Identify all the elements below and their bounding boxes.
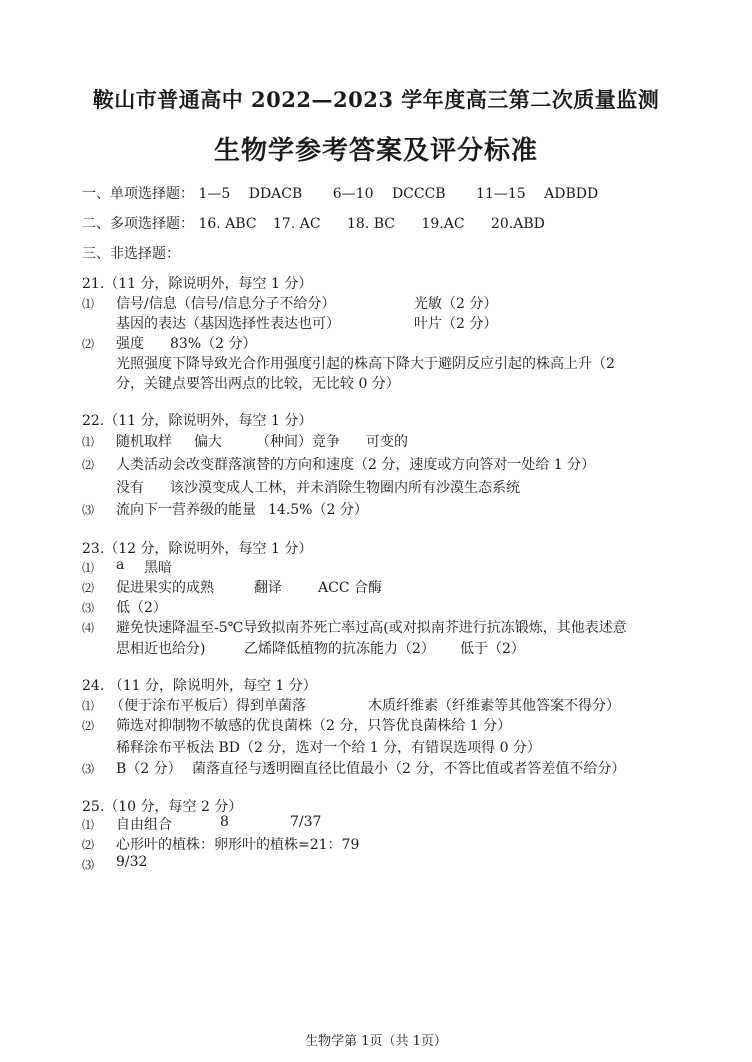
answer-text: 木质纤维素（纤维素等其他答案不得分） (368, 698, 620, 714)
answer-text: 低（2） (116, 600, 167, 616)
answer-text: 低于（2） (460, 641, 525, 657)
item-number: ⑴ (82, 435, 95, 449)
answer-text: 乙烯降低植物的抗冻能力（2） (244, 641, 435, 657)
item-number: ⑴ (82, 699, 95, 713)
range-label: 1—5 (198, 186, 231, 202)
question-21-header: 21.（11 分，除说明外，每空 1 分） (82, 276, 313, 292)
answer-text: 光敏（2 分） (414, 296, 498, 312)
answer-item: 19.AC (421, 216, 465, 232)
answer-text: 翻译 (254, 580, 282, 596)
question-24-header: 24. （11 分，除说明外，每空 1 分） (82, 678, 317, 694)
answer-text: 7/37 (290, 814, 322, 830)
exam-title: 鞍山市普通高中 2022—2023 学年度高三第二次质量监测 (92, 87, 660, 112)
answer-text: （便于涂布平板后）得到单菌落 (110, 698, 306, 714)
item-number: ⑴ (82, 818, 95, 832)
answer-text: 8 (220, 814, 229, 830)
range-label: 11—15 (476, 186, 526, 202)
item-number: ⑶ (82, 503, 95, 517)
answer-text: 没有 (116, 480, 144, 496)
answer-text: 流向下一营养级的能量 (116, 502, 256, 518)
answer-text: 筛选对抑制物不敏感的优良菌株（2 分，只答优良菌株给 1 分） (116, 718, 512, 734)
multi-choice-section (82, 213, 545, 233)
answer-group: ADBDD (544, 186, 599, 202)
answer-text: ACC 合酶 (318, 580, 382, 596)
answer-text: 可变的 (366, 434, 408, 450)
question-25-header: 25.（10 分，每空 2 分） (82, 799, 243, 815)
item-number: ⑴ (82, 561, 95, 575)
answer-text: 自由组合 (116, 817, 172, 833)
answer-text: 14.5%（2 分） (268, 502, 368, 518)
answer-text: 避免快速降温至-5℃导致拟南芥死亡率过高(或对拟南芥进行抗冻锻炼，其他表述意 (116, 620, 627, 636)
answer-text: a (116, 557, 125, 573)
answer-text: 光照强度下降导致光合作用强度引起的株高下降大于避阴反应引起的株高上升（2 (116, 356, 615, 372)
item-number: ⑶ (82, 601, 95, 615)
answer-group: DCCCB (391, 186, 446, 202)
answer-text: 思相近也给分) (116, 641, 206, 657)
question-22-header: 22.（11 分，除说明外，每空 1 分） (82, 413, 313, 429)
item-number: ⑵ (82, 458, 95, 472)
page-footer: 生物学第 1页（共 1页） (305, 1034, 447, 1049)
answer-text: 83%（2 分） (170, 336, 257, 352)
item-number: ⑶ (82, 762, 95, 776)
answer-text: B（2 分） (116, 761, 182, 777)
answer-text: 该沙漠变成人工林，并未消除生物圈内所有沙漠生态系统 (170, 480, 520, 496)
answer-item: 20.ABD (490, 216, 545, 232)
answer-group: DDACB (248, 186, 303, 202)
answer-text: 促进果实的成熟 (116, 580, 214, 596)
answer-text: （种间）竞争 (256, 434, 340, 450)
answer-text: 菌落直径与透明圈直径比值最小（2 分，不答比值或者答差值不给分） (192, 761, 626, 777)
answer-text: 偏大 (194, 434, 222, 450)
item-number: ⑵ (82, 337, 95, 351)
item-number: ⑵ (82, 719, 95, 733)
section-label: 一、单项选择题： (82, 186, 194, 202)
answer-text: 信号/信息（信号/信息分子不给分） (116, 296, 336, 312)
answer-item: 18. BC (347, 216, 395, 232)
item-number: ⑵ (82, 838, 95, 852)
answer-key-subtitle: 生物学参考答案及评分标准 (213, 136, 538, 166)
non-choice-section-label: 三、非选择题： (82, 246, 180, 262)
answer-item: 17. AC (273, 216, 321, 232)
answer-text: 黑暗 (144, 560, 172, 576)
item-number: ⑷ (82, 621, 95, 635)
single-choice-section (82, 183, 598, 203)
range-label: 6—10 (332, 186, 374, 202)
answer-text: 分，关键点要答出两点的比较，无比较 0 分） (116, 376, 400, 392)
section-label: 二、多项选择题： (82, 216, 194, 232)
question-23-header: 23.（12 分，除说明外，每空 1 分） (82, 541, 313, 557)
answer-text: 9/32 (116, 854, 148, 870)
answer-text: 叶片（2 分） (414, 316, 498, 332)
answer-text: 人类活动会改变群落演替的方向和速度（2 分，速度或方向答对一处给 1 分） (116, 457, 596, 473)
answer-text: 强度 (116, 336, 144, 352)
answer-text: 基因的表达（基因选择性表达也可） (116, 316, 340, 332)
answer-text: 随机取样 (116, 434, 172, 450)
item-number: ⑵ (82, 581, 95, 595)
answer-text: 稀释涂布平板法 BD（2 分，选对一个给 1 分，有错误选项得 0 分） (116, 740, 541, 756)
item-number: ⑴ (82, 297, 95, 311)
answer-item: 16. ABC (198, 216, 257, 232)
answer-text: 心形叶的植株：卵形叶的植株=21：79 (116, 837, 360, 853)
item-number: ⑶ (82, 858, 95, 872)
